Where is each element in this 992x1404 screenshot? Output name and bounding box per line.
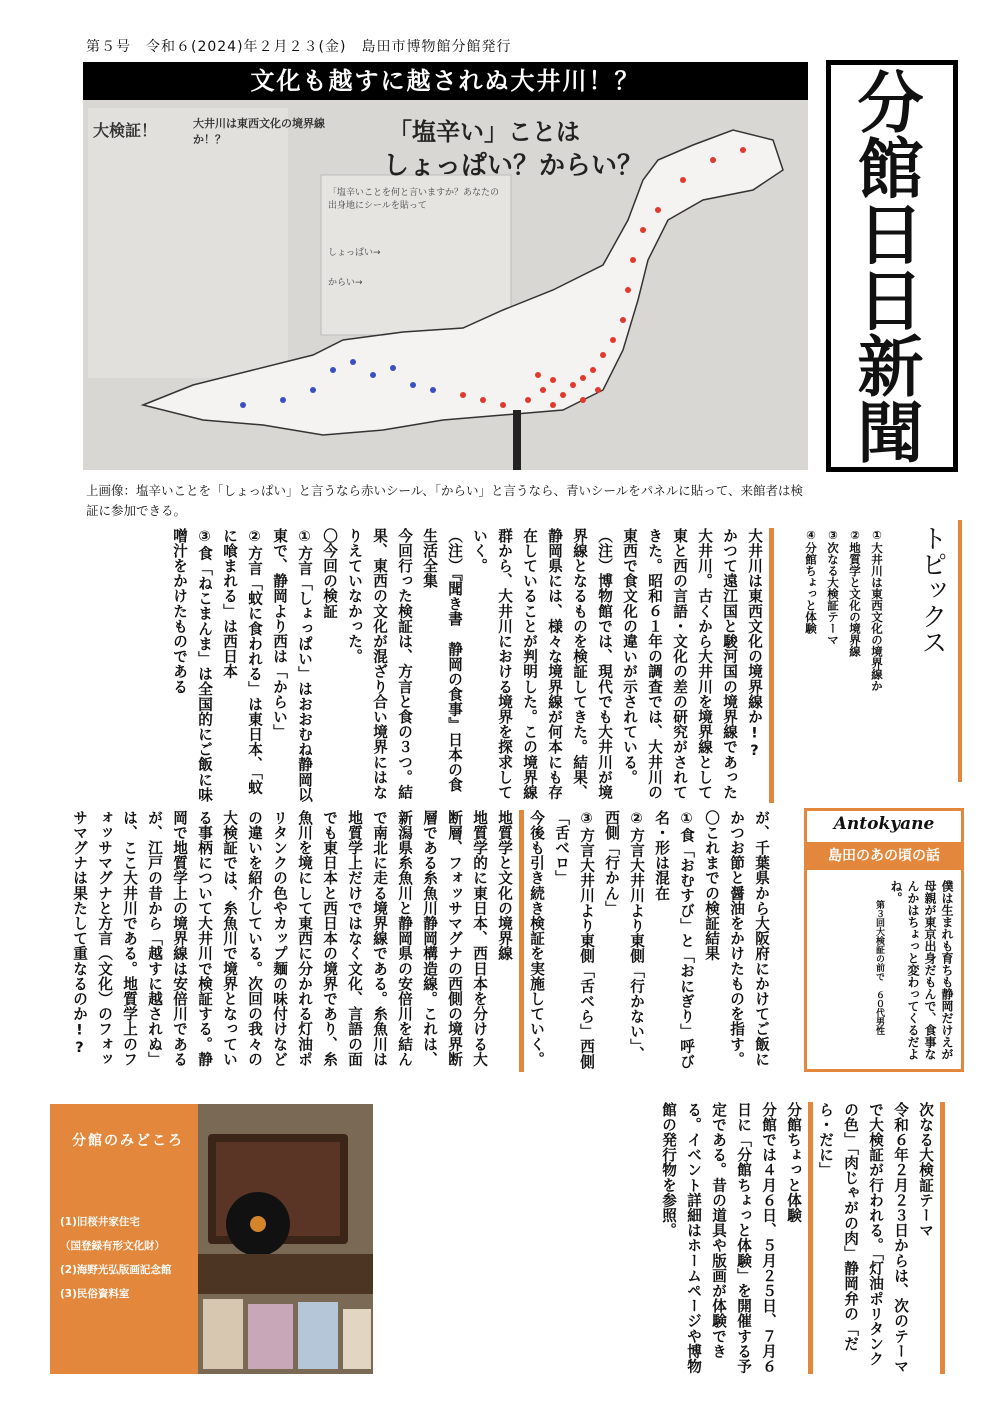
article-lower — [385, 1102, 945, 1374]
article4-body: 分館では４月６日、５月２５日、７月６日に「分館ちょっと体験」を開催する予定である。昔の道具や版画が体験できる。イベント詳細はホームページや博物館の発行物を参照。 — [660, 1102, 777, 1374]
article1b-item: ②方言大井川より東側「行かない」、西側「行かん」 — [603, 810, 645, 1062]
article-upper — [84, 528, 774, 803]
article4-heading: 分館ちょっと体験 — [781, 1102, 813, 1374]
article1-item: ②方言「蚊に食われる」は東日本、「蚊に喰まれる」は西日本 — [221, 528, 263, 795]
map-panel-photo — [83, 100, 808, 470]
photo-headline-2: しょっぱい？からい？ — [383, 151, 644, 181]
banner-headline: 文化も越すに越されぬ大井川！？ — [83, 62, 808, 100]
highlight-item: (1)旧桜井家住宅 — [60, 1216, 140, 1228]
article1b-item: ①食「おむすび」と「おにぎり」呼び名・形は混在 — [653, 810, 695, 1070]
photo-legend-blue: からい→ — [328, 278, 363, 288]
highlight-item: (2)海野光弘版画記念館 — [60, 1264, 172, 1276]
highlight-item: (3)民俗資料室 — [60, 1288, 130, 1300]
topic-item: ④分館ちょっと体験 — [804, 528, 818, 634]
photo-headline-1: 「塩辛い」ことは — [388, 118, 580, 146]
record-player-photo — [198, 1104, 373, 1374]
photo-label-left: 大検証！ — [93, 121, 158, 140]
topic-item: ①大井川は東西文化の境界線か — [870, 528, 884, 692]
topic-item: ③次なる大検証テーマ — [826, 528, 840, 646]
photo-label-mid: 大井川は東西文化の境界線か！？ — [193, 117, 325, 146]
article1b-closing: 今後も引き続き検証を実施していく。 — [528, 810, 545, 1067]
article1-body: かつて遠江国と駿河国の境界線であった大井川。古くから大井川を境界線として東と西の言語・文化の差の研究がされてきた。昭和６１年の調査では、大井川の東西で食文化の違いが示されている。（注）博物館では、現代でも大井川が境界線となるものを検証してきた。結果、静岡県には、様々な境界線が何本にも存在していることが判明した。この境界線群から、大井川における境界を探求していく。 — [471, 528, 738, 800]
topics-title: トピックス — [917, 525, 947, 655]
antokyane-title: Antokyane — [807, 812, 961, 836]
highlights-list — [60, 1210, 198, 1306]
topic-item: ②地質学と文化の境界線 — [848, 528, 862, 657]
article2-body: 地質学的に東日本、西日本を分ける大断層、フォッサマグナの西側の境界断層である糸魚川静岡構造線。これは、新潟県糸魚川と静岡県の安倍川を結んで南北に走る境界線である。糸魚川は地質学上だけではなく文化、言語の面でも東日本と西日本の境界であり、糸魚川を境にして東西に分かれる灯油ポリタンクの色やカップ麺の味付けなどの違いを紹介している。次回の我々の大検証では、糸魚川で境界となっている事柄について大井川で検証する。静岡で地質学上の境界線は安倍川であるが、江戸の昔から「越すに越されぬ」は、ここ大井川である。地質学上のフォッサマグナと方言（文化）のフォッサマグナは果たして重なるのか!? — [71, 810, 488, 1067]
photo-sticker-question: 「塩辛いことを何と言いますか？あなたの出身地にシールを貼って — [328, 188, 500, 211]
masthead-title: 分館日日新聞 — [846, 68, 924, 464]
photo-caption: 上画像：塩辛いことを「しょっぱい」と言うなら赤いシール、「からい」と言うなら、青いシールをパネルに貼って、来館者は検証に参加できる。 — [86, 483, 804, 518]
topics-divider — [958, 520, 962, 782]
article1-body2: 今回行った検証は、方言と食の３つ。結果、東西の文化が混ざり合い境界にはなりえていなかった。 — [346, 528, 413, 800]
article1-sub: 〇今回の検証 — [321, 528, 338, 619]
highlights-title: 分館のみどころ — [72, 1133, 184, 1149]
article1-item: ①方言「しょっぱい」はおおむね静岡以東で、静岡より西は「からい」 — [271, 528, 313, 803]
antokyane-subtitle: 島田のあの頃の話 — [807, 842, 961, 870]
photo-legend-red: しょっぱい→ — [328, 248, 381, 258]
dateline: 第５号 令和６(2024)年２月２３(金) 島田市博物館分館発行 — [86, 39, 512, 55]
article1b-text: が、千葉県から大阪府にかけてご飯にかつお節と醤油をかけたものを指す。 — [728, 810, 770, 1067]
record-player-illustration — [198, 1104, 373, 1374]
antokyane-source: 第３回大検証の前で ６０代男性 — [874, 900, 884, 1035]
highlight-item: （国登録有形文化財） — [60, 1240, 165, 1252]
article1-note: （注）『聞き書 静岡の食事』日本の食生活全集 — [421, 528, 463, 793]
article1-item: ③食「ねこまんま」は全国的にご飯に味噌汁をかけたものである — [171, 528, 213, 803]
antokyane-body — [815, 880, 955, 1066]
topics-list — [800, 528, 888, 778]
article-middle — [71, 810, 774, 1072]
article1-heading: 大井川は東西文化の境界線か!? — [742, 528, 774, 803]
article3-heading: 次なる大検証テーマ — [913, 1102, 945, 1374]
article1b-sub: 〇これまでの検証結果 — [703, 810, 720, 961]
antokyane-text: 僕は生まれも育ちも静岡だけえが母親が東京出身だもんで、食事なんかはちょっと変わってくるだよね。 — [889, 880, 954, 1060]
article2-heading: 地質学と文化の境界線 — [492, 810, 524, 1072]
article1b-item: ③方言大井川より東側「舌べら」西側「舌べロ」 — [553, 810, 595, 1070]
masthead-box — [826, 60, 958, 472]
article3-body: 令和６年２月２３日からは、次のテーマで大検証が行われる。「灯油ポリタンクの色」「肉じゃがの肉」静岡弁の「だら・だに」 — [817, 1102, 909, 1374]
